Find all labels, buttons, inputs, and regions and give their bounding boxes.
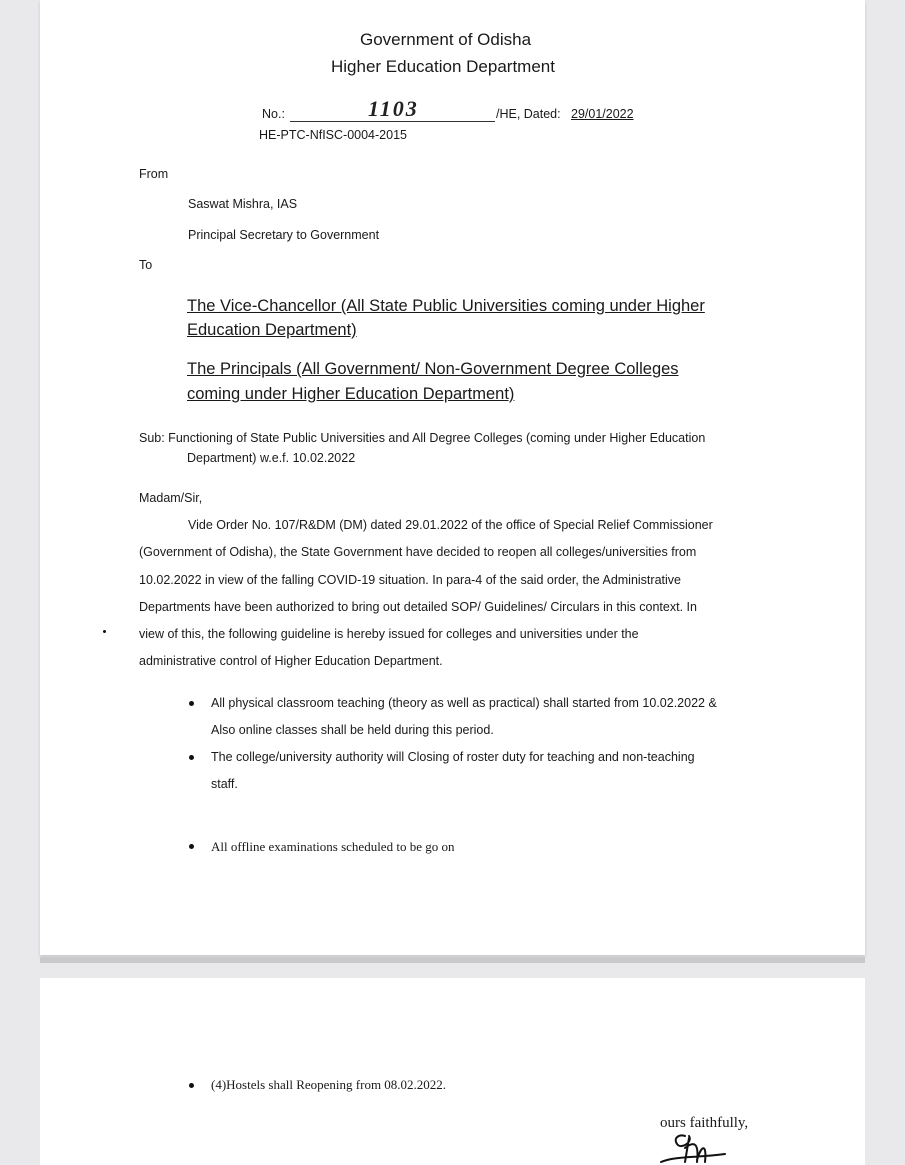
letter-date: 29/01/2022 xyxy=(571,107,634,121)
document-page-2 xyxy=(40,978,865,1165)
body-line: 10.02.2022 in view of the falling COVID-19 situation. In para-4 of the said order, the Administrative xyxy=(139,573,681,587)
document-page-1 xyxy=(40,0,865,955)
bullet-4: (4)Hostels shall Reopening from 08.02.2022. xyxy=(211,1077,447,1092)
body-line: administrative control of Higher Education Department. xyxy=(139,654,443,668)
body-line: view of this, the following guideline is hereby issued for colleges and universities under the xyxy=(139,627,639,641)
subject-line2: Department) w.e.f. 10.02.2022 xyxy=(187,451,356,465)
addressee-vc-line2: Education Department) xyxy=(187,321,357,339)
bullet-icon xyxy=(189,844,194,849)
bullet-1-line1: All physical classroom teaching (theory as well as practical) shall started from 10.02.2022 & xyxy=(211,696,717,710)
addressee-principals-line2: coming under Higher Education Department) xyxy=(187,385,515,403)
page-separator xyxy=(40,957,865,963)
body-line: Departments have been authorized to bring out detailed SOP/ Guidelines/ Circulars in this context. In xyxy=(139,600,697,614)
from-label: From xyxy=(139,167,169,181)
bullet-1-line2: Also online classes shall be held during this period. xyxy=(211,723,494,737)
bullet-2-line1: The college/university authority will Closing of roster duty for teaching and non-teaching xyxy=(211,750,695,764)
subject-line1: Sub: Functioning of State Public Universities and All Degree Colleges (coming under Higher Education xyxy=(139,431,706,445)
bullet-3: All offline examinations scheduled to be go on xyxy=(211,839,455,854)
letter-no-label: No.: xyxy=(262,107,285,121)
header-department: Higher Education Department xyxy=(331,57,555,76)
sender-designation: Principal Secretary to Government xyxy=(188,228,380,242)
bullet-icon xyxy=(189,1083,194,1088)
bullet-2-line2: staff. xyxy=(211,777,238,791)
addressee-principals-line1: The Principals (All Government/ Non-Government Degree Colleges xyxy=(187,360,679,378)
signature-icon xyxy=(655,1132,730,1165)
bullet-icon xyxy=(189,701,194,706)
to-label: To xyxy=(139,258,153,272)
body-line: Vide Order No. 107/R&DM (DM) dated 29.01.2022 of the office of Special Relief Commissioner xyxy=(188,518,713,532)
dated-label: /HE, Dated: xyxy=(496,107,561,121)
file-number: HE-PTC-NfISC-0004-2015 xyxy=(259,128,407,142)
bullet-icon xyxy=(189,755,194,760)
salutation: Madam/Sir, xyxy=(139,491,203,505)
body-line: (Government of Odisha), the State Government have decided to reopen all colleges/universities from xyxy=(139,545,697,559)
header-government: Government of Odisha xyxy=(360,30,532,49)
addressee-vc-line1: The Vice-Chancellor (All State Public Universities coming under Higher xyxy=(187,297,705,315)
sender-name: Saswat Mishra, IAS xyxy=(188,197,298,211)
closing-line: ours faithfully, xyxy=(660,1115,749,1131)
stray-mark xyxy=(103,630,106,633)
letter-no-handwritten: 1103 xyxy=(368,96,419,121)
